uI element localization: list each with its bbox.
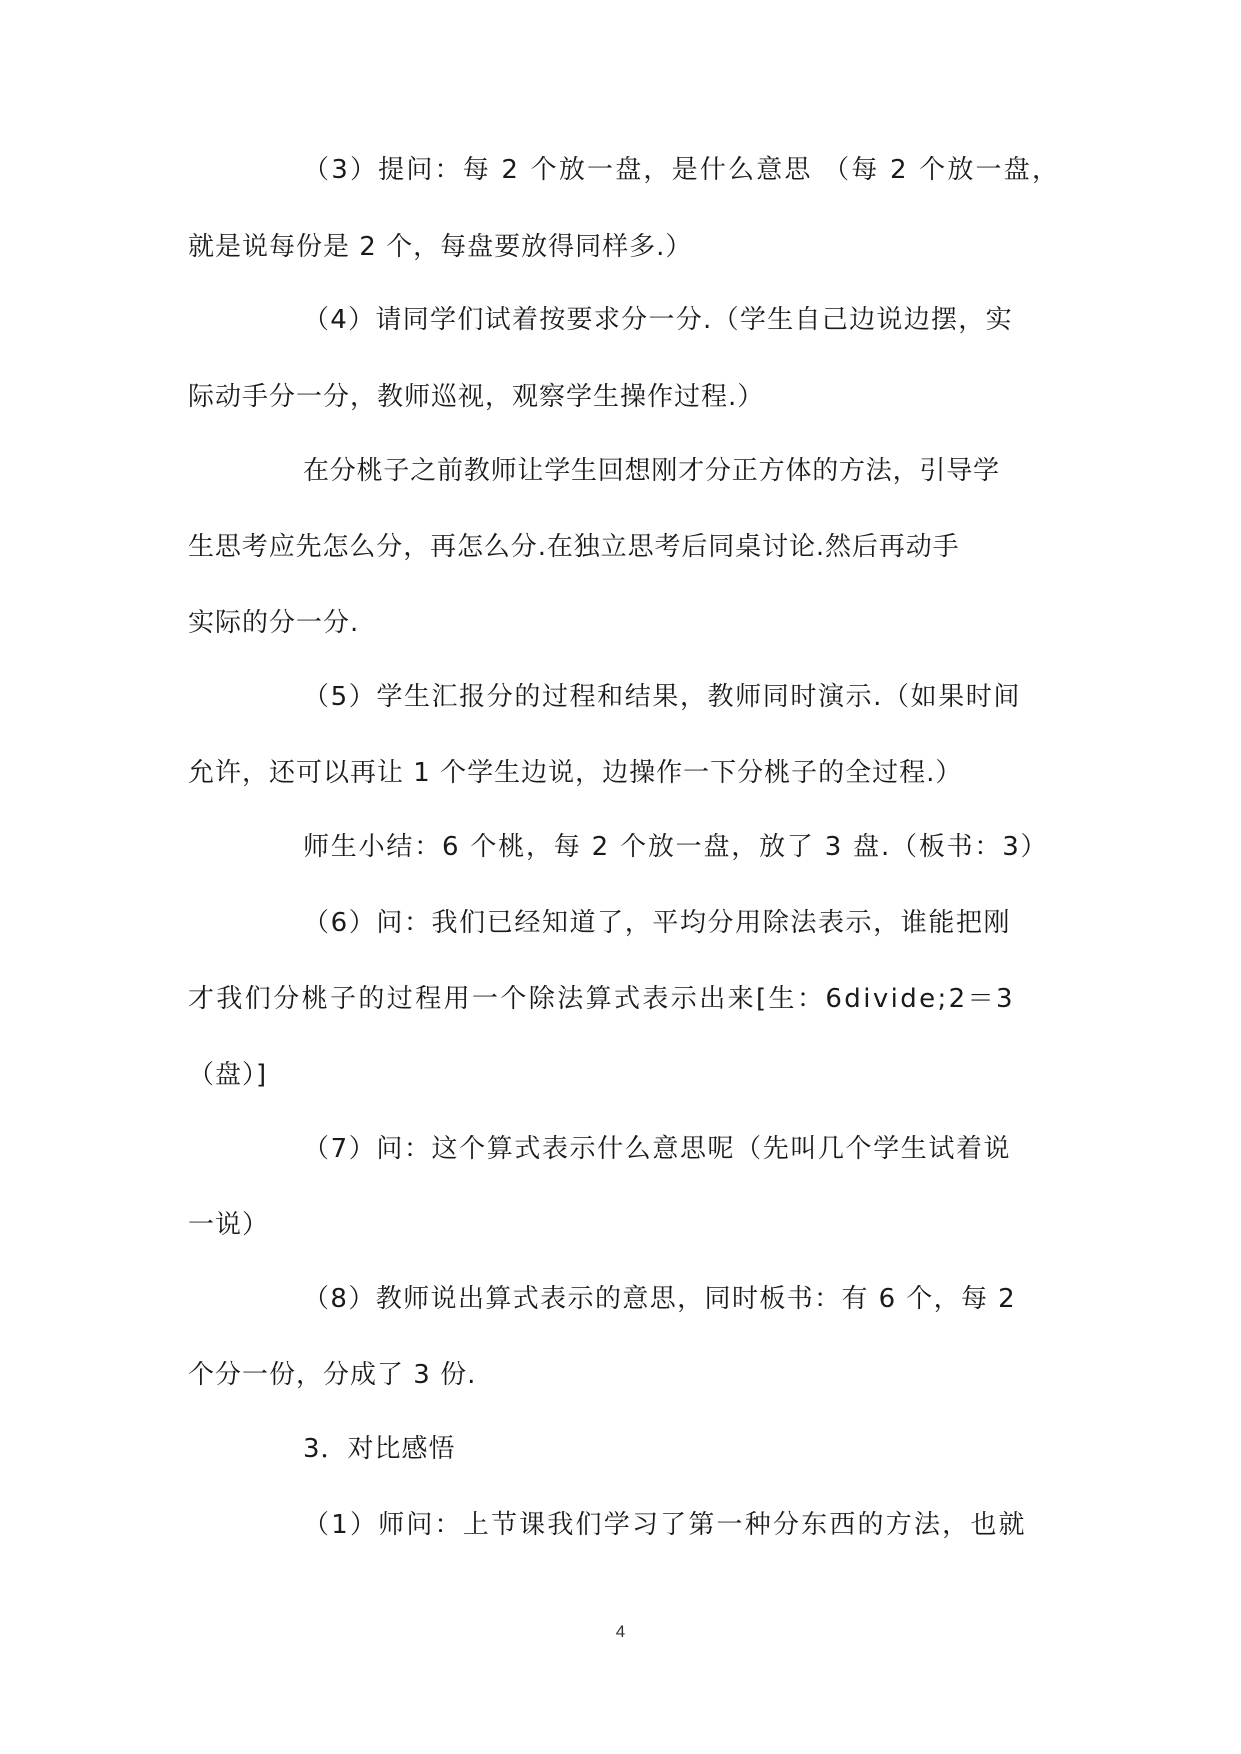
paragraph-line: （4）请同学们试着按要求分一分.（学生自己边说边摆，实 <box>303 305 1013 335</box>
paragraph-line: （3）提问：每 2 个放一盘，是什么意思 （每 2 个放一盘， <box>303 155 1061 185</box>
paragraph-line: 实际的分一分. <box>188 608 360 638</box>
paragraph-line: （5）学生汇报分的过程和结果，教师同时演示.（如果时间 <box>303 682 1022 712</box>
paragraph-line: 师生小结：6 个桃，每 2 个放一盘，放了 3 盘.（板书：3） <box>303 832 1049 862</box>
paragraph-line: 生思考应先怎么分，再怎么分.在独立思考后同桌讨论.然后再动手 <box>188 532 960 562</box>
paragraph-line: （6）问：我们已经知道了，平均分用除法表示，谁能把刚 <box>303 908 1012 938</box>
paragraph-line: （盘）] <box>188 1060 268 1090</box>
paragraph-line: （8）教师说出算式表示的意思，同时板书：有 6 个，每 2 <box>303 1284 1017 1314</box>
paragraph-line: 一说） <box>188 1210 270 1240</box>
paragraph-line: （1）师问：上节课我们学习了第一种分东西的方法，也就 <box>303 1510 1027 1540</box>
paragraph-line: （7）问：这个算式表示什么意思呢（先叫几个学生试着说 <box>303 1134 1012 1164</box>
paragraph-line: 才我们分桃子的过程用一个除法算式表示出来[生：6divide;2＝3 <box>188 984 1015 1014</box>
paragraph-line: 允许，还可以再让 1 个学生边说，边操作一下分桃子的全过程.） <box>188 758 963 788</box>
paragraph-line: 在分桃子之前教师让学生回想刚才分正方体的方法，引导学 <box>303 456 1000 486</box>
section-heading: 3．对比感悟 <box>303 1434 456 1464</box>
paragraph-line: 际动手分一分，教师巡视，观察学生操作过程.） <box>188 382 765 412</box>
paragraph-line: 就是说每份是 2 个，每盘要放得同样多.） <box>188 232 693 262</box>
page-number: 4 <box>615 1622 626 1641</box>
paragraph-line: 个分一份，分成了 3 份. <box>188 1360 477 1390</box>
